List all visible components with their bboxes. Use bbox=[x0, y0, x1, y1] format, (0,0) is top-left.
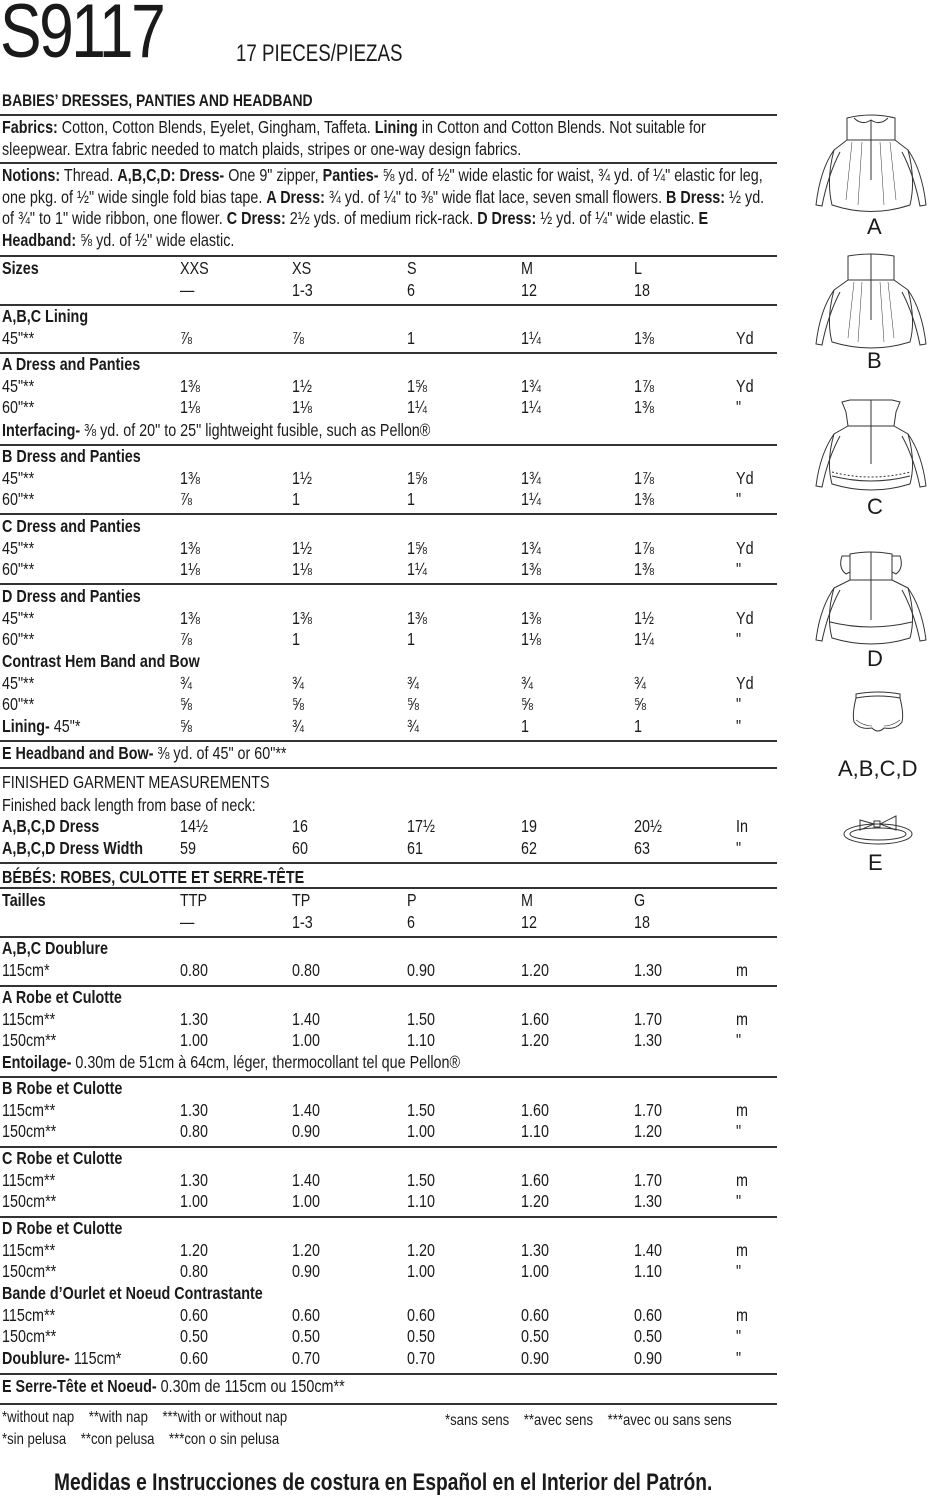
table-row: 60"** 1⅛ 1⅛ 1¼ 1⅜ 1⅜ " bbox=[2, 559, 742, 579]
section-title: Contrast Hem Band and Bow bbox=[2, 651, 200, 671]
dress-a-illustration bbox=[812, 110, 930, 216]
spanish-instructions-note: Medidas e Instrucciones de costura en Español en el Interior del Patrón. bbox=[54, 1469, 713, 1496]
section-title: B Dress and Panties bbox=[2, 446, 141, 466]
headband-row: E Serre-Tête et Noeud- 0.30m de 115cm ou 150cm** bbox=[2, 1376, 345, 1396]
divider bbox=[0, 1403, 777, 1405]
view-label-a: A bbox=[867, 214, 882, 239]
piece-count: 17 PIECES/PIEZAS bbox=[236, 40, 403, 67]
divider bbox=[0, 583, 777, 585]
section-title: A,B,C Lining bbox=[2, 306, 89, 326]
fabrics-paragraph: Fabrics: Cotton, Cotton Blends, Eyelet, Gingham, Taffeta. Lining in Cotton and Cotton Blends. Not suitable for sleepwear. Extra fabric needed to match plaids, stripes or one-way design fabrics. bbox=[2, 117, 706, 159]
footnotes-spanish: *sin pelusa **con pelusa ***con o sin pelusa bbox=[2, 1431, 280, 1448]
table-row: 115cm** 1.20 1.20 1.20 1.30 1.40 m bbox=[2, 1240, 748, 1260]
table-row: 60"** ⅞ 1 1 1¼ 1⅜ " bbox=[2, 489, 742, 509]
table-row: 150cm** 1.00 1.00 1.10 1.20 1.30 " bbox=[2, 1191, 742, 1211]
section-title: A Robe et Culotte bbox=[2, 987, 122, 1007]
view-label-d: D bbox=[867, 646, 883, 671]
table-row: Lining- 45"* ⅝ ¾ ¾ 1 1 " bbox=[2, 716, 742, 736]
section-title: A,B,C Doublure bbox=[2, 938, 109, 958]
section-title: A Dress and Panties bbox=[2, 354, 141, 374]
table-row: Doublure- 115cm* 0.60 0.70 0.70 0.90 0.90 " bbox=[2, 1348, 742, 1368]
table-row: A,B,C,D Dress 14½ 16 17½ 19 20½ In bbox=[2, 816, 748, 836]
divider bbox=[0, 513, 777, 515]
section-title: C Robe et Culotte bbox=[2, 1148, 123, 1168]
table-row: 45"** ⅞ ⅞ 1 1¼ 1⅜ Yd bbox=[2, 328, 754, 348]
table-row: 150cm** 0.80 0.90 1.00 1.00 1.10 " bbox=[2, 1261, 742, 1281]
interfacing-note: Entoilage- 0.30m de 51cm à 64cm, léger, thermocollant tel que Pellon® bbox=[2, 1052, 461, 1072]
divider bbox=[0, 1373, 777, 1375]
table-row: 60"** 1⅛ 1⅛ 1¼ 1¼ 1⅜ " bbox=[2, 397, 742, 417]
panties-illustration bbox=[850, 690, 906, 736]
table-row: 150cm** 0.50 0.50 0.50 0.50 0.50 " bbox=[2, 1326, 742, 1346]
finished-title: FINISHED GARMENT MEASUREMENTS bbox=[2, 772, 270, 792]
interfacing-note: Interfacing- ⅜ yd. of 20" to 25" lightweight fusible, such as Pellon® bbox=[2, 420, 431, 440]
dress-c-illustration bbox=[812, 398, 930, 494]
table-row: 115cm** 1.30 1.40 1.50 1.60 1.70 m bbox=[2, 1009, 748, 1029]
finished-subtitle: Finished back length from base of neck: bbox=[2, 795, 256, 815]
divider bbox=[0, 162, 777, 164]
dress-d-illustration bbox=[812, 550, 930, 648]
section-title: B Robe et Culotte bbox=[2, 1078, 123, 1098]
section-title: D Dress and Panties bbox=[2, 586, 141, 606]
section-title: D Robe et Culotte bbox=[2, 1218, 123, 1238]
section-title: Bande d’Ourlet et Noeud Contrastante bbox=[2, 1283, 263, 1303]
divider bbox=[0, 767, 777, 769]
table-row: 115cm** 0.60 0.60 0.60 0.60 0.60 m bbox=[2, 1305, 748, 1325]
table-row: 60"** ⅝ ⅝ ⅝ ⅝ ⅝ " bbox=[2, 694, 742, 714]
footnotes-french: *sans sens **avec sens ***avec ou sans sens bbox=[445, 1412, 732, 1429]
sizes-age-row: — 1-3 6 12 18 bbox=[180, 912, 650, 932]
table-row: A,B,C,D Dress Width 59 60 61 62 63 " bbox=[2, 838, 742, 858]
headband-row: E Headband and Bow- ⅜ yd. of 45" or 60"** bbox=[2, 743, 287, 763]
view-label-e: E bbox=[868, 850, 883, 875]
divider bbox=[0, 862, 777, 864]
divider bbox=[0, 114, 777, 116]
view-label-b: B bbox=[867, 348, 882, 373]
table-row: 115cm** 1.30 1.40 1.50 1.60 1.70 m bbox=[2, 1100, 748, 1120]
table-row: 45"** 1⅜ 1½ 1⅝ 1¾ 1⅞ Yd bbox=[2, 468, 754, 488]
english-title: BABIES’ DRESSES, PANTIES AND HEADBAND bbox=[2, 91, 313, 110]
table-row: 60"** ⅞ 1 1 1⅛ 1¼ " bbox=[2, 629, 742, 649]
view-label-panties: A,B,C,D bbox=[838, 756, 918, 781]
headband-illustration bbox=[840, 810, 916, 850]
divider bbox=[0, 887, 777, 889]
table-row: 45"** 1⅜ 1½ 1⅝ 1¾ 1⅞ Yd bbox=[2, 376, 754, 396]
table-row: 115cm* 0.80 0.80 0.90 1.20 1.30 m bbox=[2, 960, 748, 980]
dress-b-illustration bbox=[812, 250, 930, 350]
notions-paragraph: Notions: Thread. A,B,C,D: Dress- One 9" zipper, Panties- ⅝ yd. of ½" wide elastic for waist, ¾ yd. of ¼" elastic for leg, one pkg. of ½" wide single fold bias tape. A Dress: ¾ yd. of ¼" to ⅜" wide flat lace, seven small flowers. B Dress: ½ yd. of ¾" to 1" wide ribbon, one flower. C Dress: 2½ yds. of medium rick-rack. D Dress: ½ yd. of ¼" wide elastic. E Headband: ⅝ yd. of ½" wide elastic. bbox=[2, 165, 765, 250]
sizes-header-row: Sizes XXS XS S M L bbox=[2, 258, 642, 278]
table-row: 150cm** 0.80 0.90 1.00 1.10 1.20 " bbox=[2, 1121, 742, 1141]
footnotes-english: *without nap **with nap ***with or without nap bbox=[2, 1409, 288, 1426]
french-title: BÉBÉS: ROBES, CULOTTE ET SERRE-TÊTE bbox=[2, 867, 305, 887]
sizes-age-row: — 1-3 6 12 18 bbox=[180, 280, 650, 300]
divider bbox=[0, 255, 777, 257]
table-row: 115cm** 1.30 1.40 1.50 1.60 1.70 m bbox=[2, 1170, 748, 1190]
table-row: 45"** ¾ ¾ ¾ ¾ ¾ Yd bbox=[2, 673, 754, 693]
table-row: 150cm** 1.00 1.00 1.10 1.20 1.30 " bbox=[2, 1030, 742, 1050]
sizes-header-row: Tailles TTP TP P M G bbox=[2, 890, 646, 910]
view-label-c: C bbox=[867, 494, 883, 519]
table-row: 45"** 1⅜ 1½ 1⅝ 1¾ 1⅞ Yd bbox=[2, 538, 754, 558]
divider bbox=[0, 740, 777, 742]
pattern-number: S9117 bbox=[0, 0, 164, 74]
section-title: C Dress and Panties bbox=[2, 516, 141, 536]
table-row: 45"** 1⅜ 1⅜ 1⅜ 1⅜ 1½ Yd bbox=[2, 608, 754, 628]
